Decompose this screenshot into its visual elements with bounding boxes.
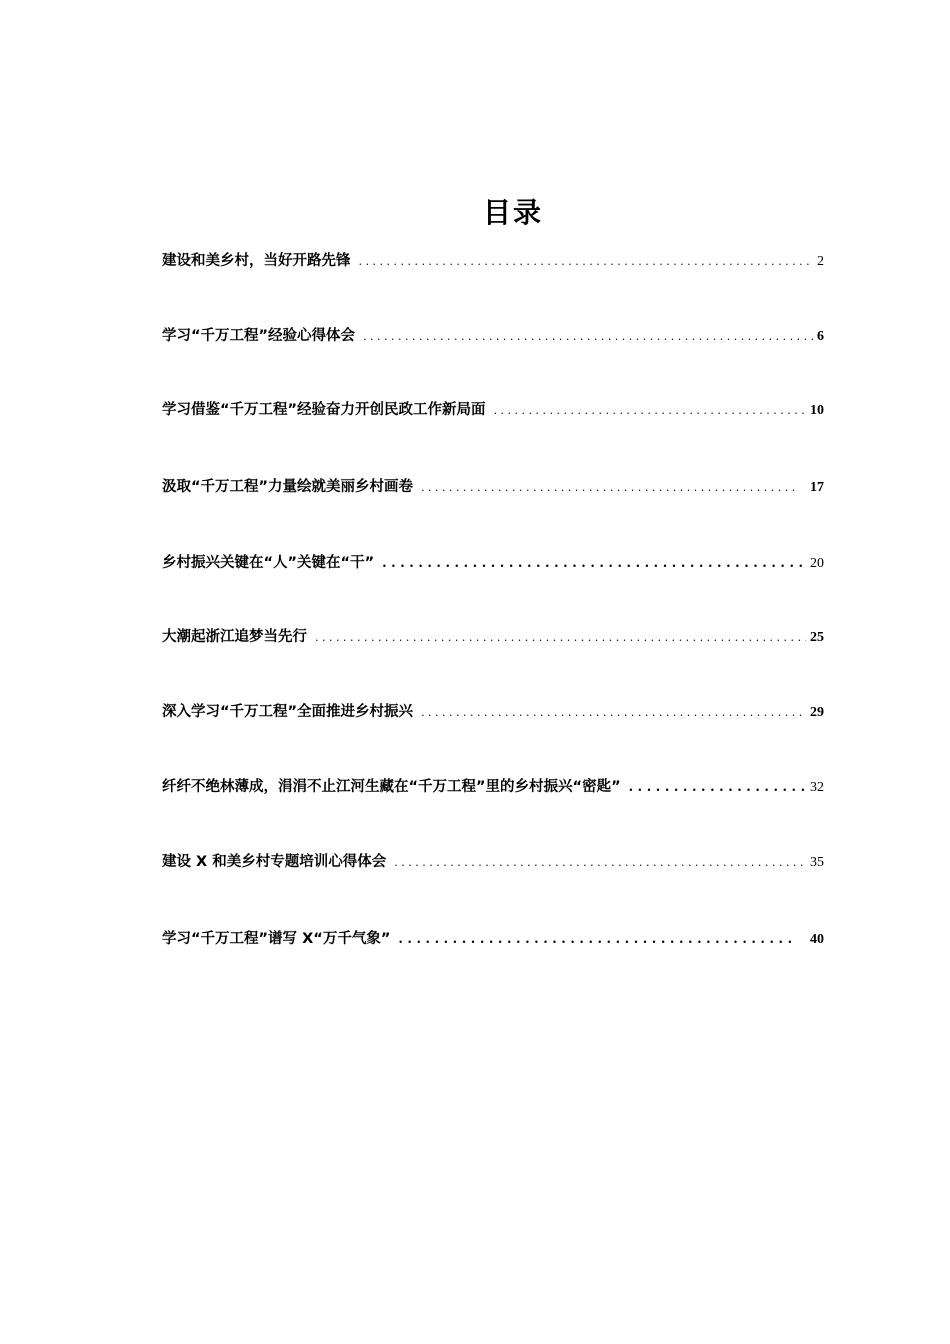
toc-entry-title: 汲取“千万工程”力量绘就美丽乡村画卷 — [162, 479, 414, 495]
toc-entry-title: 学习“千万工程”谱写 X“万千气象” — [162, 931, 391, 947]
toc-entry[interactable] — [162, 249, 824, 273]
toc-entry-title: 学习“千万工程”经验心得体会 — [162, 328, 356, 344]
toc-entry-title: 乡村振兴关键在“人”关键在“干” — [162, 555, 375, 571]
toc-entry-title: 建设 X 和美乡村专题培训心得体会 — [162, 854, 387, 870]
toc-leader-dots — [421, 701, 806, 725]
toc-entry[interactable] — [162, 551, 824, 575]
toc-entry-page: 29 — [810, 705, 824, 720]
toc-entry[interactable] — [162, 324, 824, 348]
toc-leader-dots — [398, 928, 796, 952]
toc-entry-page: 17 — [810, 480, 824, 495]
toc-entry-page: 40 — [810, 932, 824, 947]
toc-entry[interactable] — [162, 775, 824, 799]
toc-entry-title: 建设和美乡村，当好开路先锋 — [162, 253, 351, 269]
toc-entry[interactable] — [162, 398, 824, 422]
toc-leader-dots — [359, 250, 814, 274]
toc-leader-dots — [363, 325, 813, 349]
toc-entry-page: 20 — [810, 556, 824, 571]
toc-leader-dots — [494, 399, 806, 423]
toc-entry-page: 6 — [817, 329, 824, 344]
toc-entry-page: 25 — [810, 630, 824, 645]
toc-entry[interactable] — [162, 475, 824, 499]
toc-entry[interactable] — [162, 625, 824, 649]
toc-leader-dots — [421, 476, 796, 500]
toc-entry[interactable] — [162, 850, 824, 874]
toc-entry-title: 学习借鉴“千万工程”经验奋力开创民政工作新局面 — [162, 402, 486, 418]
toc-leader-dots — [382, 552, 806, 576]
toc-entry-page: 10 — [810, 403, 824, 418]
toc-leader-dots — [315, 626, 806, 650]
toc-entry[interactable] — [162, 927, 824, 951]
page-title: 目录 — [482, 196, 543, 229]
toc-entry-title: 大潮起浙江追梦当先行 — [162, 629, 307, 645]
toc-entry-page: 32 — [810, 780, 824, 795]
toc-leader-dots — [629, 776, 806, 800]
toc-entry-title: 深入学习“千万工程”全面推进乡村振兴 — [162, 704, 414, 720]
toc-entry-page: 2 — [817, 254, 824, 269]
toc-entry-title: 纤纤不绝林薄成，涓涓不止江河生藏在“千万工程”里的乡村振兴“密匙” — [162, 779, 621, 795]
toc-entry[interactable] — [162, 700, 824, 724]
toc-entry-page: 35 — [810, 855, 824, 870]
toc-leader-dots — [394, 851, 806, 875]
